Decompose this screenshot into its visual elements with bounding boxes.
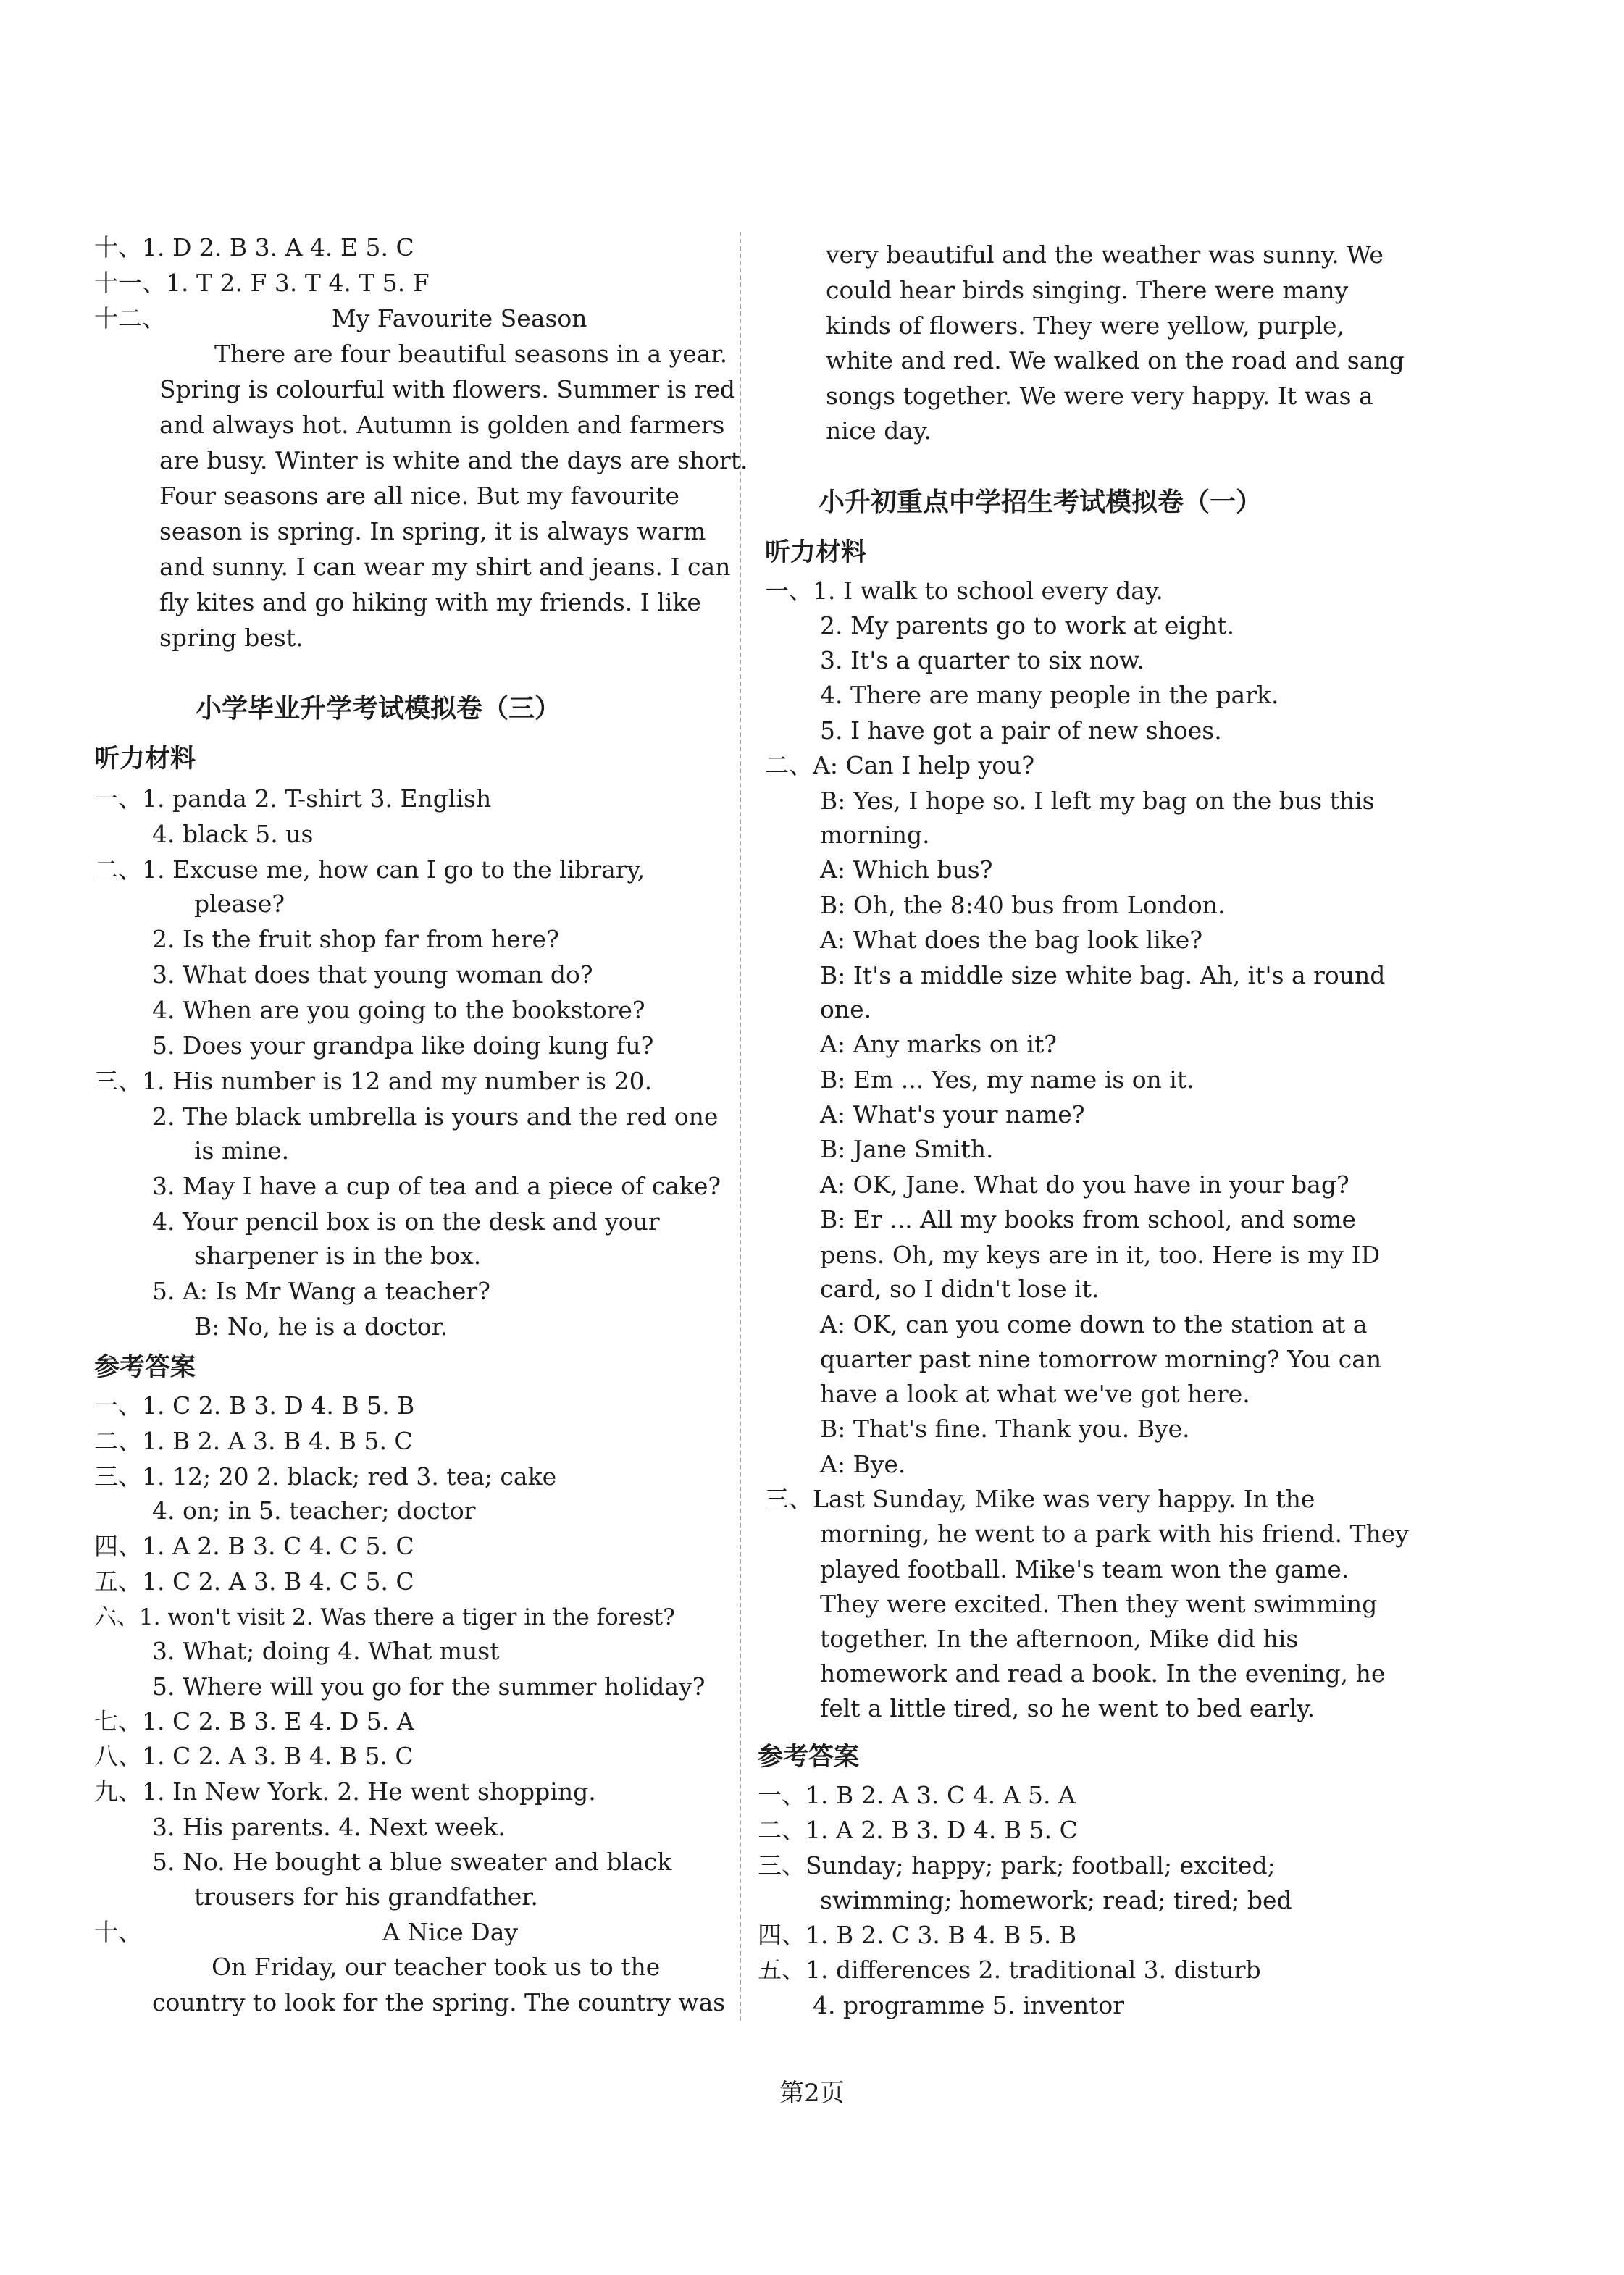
essay-line: are busy. Winter is white and the days are short. — [159, 446, 748, 474]
listening-line: B: Jane Smith. — [820, 1135, 994, 1163]
listening-line: felt a little tired, so he went to bed early. — [820, 1694, 1315, 1722]
listening-line: played football. Mike's team won the game. — [820, 1555, 1349, 1583]
section-title-listening: 听力材料 — [765, 538, 867, 567]
essay-line: Spring is colourful with flowers. Summer is red — [159, 375, 736, 403]
listening-line: 一、1. I walk to school every day. — [765, 577, 1163, 605]
listening-line: A: What does the bag look like? — [820, 926, 1203, 954]
listening-line: B: It's a middle size white bag. Ah, it's a round — [820, 961, 1386, 989]
answer-line: 4. programme 5. inventor — [813, 1991, 1125, 2019]
page-number: 第2页 — [779, 2079, 845, 2108]
essay-line: country to look for the spring. The country was — [152, 1988, 726, 2016]
essay-line: very beautiful and the weather was sunny. We — [826, 240, 1384, 269]
listening-line: have a look at what we've got here. — [820, 1380, 1250, 1408]
listening-line: 三、Last Sunday, Mike was very happy. In the — [765, 1485, 1315, 1513]
answer-line: 3. What; doing 4. What must — [152, 1637, 500, 1665]
listening-line: morning, he went to a park with his friend. They — [820, 1520, 1409, 1548]
listening-line: 2. Is the fruit shop far from here? — [152, 925, 559, 953]
answer-label: 十、 — [94, 1918, 142, 1946]
listening-line: homework and read a book. In the evening, he — [820, 1659, 1386, 1688]
listening-line: pens. Oh, my keys are in it, too. Here is my ID — [820, 1241, 1381, 1269]
answer-line: 二、1. A 2. B 3. D 4. B 5. C — [758, 1816, 1078, 1844]
listening-line: morning. — [820, 821, 930, 849]
listening-line: B: That's fine. Thank you. Bye. — [820, 1415, 1190, 1443]
listening-line: is mine. — [194, 1136, 290, 1165]
listening-line: 2. My parents go to work at eight. — [820, 611, 1235, 640]
test-title: 小升初重点中学招生考试模拟卷（一） — [819, 487, 1263, 517]
section-title-answers: 参考答案 — [94, 1353, 196, 1382]
essay-line: Four seasons are all nice. But my favourite — [159, 482, 680, 510]
listening-line: please? — [194, 889, 285, 918]
answer-line: trousers for his grandfather. — [194, 1882, 538, 1911]
listening-line: A: OK, can you come down to the station at a — [820, 1310, 1368, 1338]
listening-line: 5. I have got a pair of new shoes. — [820, 716, 1222, 745]
essay-line: There are four beautiful seasons in a year. — [214, 340, 728, 368]
answer-line: 三、Sunday; happy; park; football; excited; — [758, 1851, 1276, 1880]
listening-line: 3. It's a quarter to six now. — [820, 646, 1144, 674]
essay-line: kinds of flowers. They were yellow, purple, — [826, 311, 1345, 340]
listening-line: card, so I didn't lose it. — [820, 1275, 1100, 1303]
listening-line: together. In the afternoon, Mike did his — [820, 1625, 1299, 1653]
essay-line: white and red. We walked on the road and sang — [826, 346, 1405, 374]
answer-line: 六、1. won't visit 2. Was there a tiger in the forest? — [94, 1604, 675, 1630]
answer-line: swimming; homework; read; tired; bed — [820, 1886, 1292, 1914]
listening-line: A: Bye. — [820, 1450, 906, 1478]
answer-line: 一、1. B 2. A 3. C 4. A 5. A — [758, 1781, 1076, 1809]
answer-line: 十一、1. T 2. F 3. T 4. T 5. F — [94, 269, 430, 297]
listening-line: B: No, he is a doctor. — [194, 1312, 448, 1341]
answer-line: 四、1. B 2. C 3. B 4. B 5. B — [758, 1921, 1077, 1949]
answer-line: 一、1. C 2. B 3. D 4. B 5. B — [94, 1391, 415, 1420]
listening-line: 一、1. panda 2. T-shirt 3. English — [94, 784, 492, 813]
listening-line: quarter past nine tomorrow morning? You can — [820, 1345, 1382, 1373]
essay-line: and always hot. Autumn is golden and farmers — [159, 411, 725, 439]
essay-title: A Nice Day — [382, 1918, 519, 1946]
section-title-answers: 参考答案 — [758, 1743, 860, 1772]
answer-line: 二、1. B 2. A 3. B 4. B 5. C — [94, 1427, 413, 1455]
listening-line: B: Er ... All my books from school, and some — [820, 1205, 1357, 1233]
listening-line: 二、A: Can I help you? — [765, 751, 1035, 779]
listening-line: 4. There are many people in the park. — [820, 681, 1279, 709]
listening-line: 5. A: Is Mr Wang a teacher? — [152, 1277, 490, 1305]
listening-line: They were excited. Then they went swimming — [820, 1590, 1378, 1618]
essay-line: spring best. — [159, 624, 304, 652]
listening-line: 5. Does your grandpa like doing kung fu? — [152, 1031, 654, 1060]
essay-line: season is spring. In spring, it is always warm — [159, 517, 706, 545]
listening-line: 2. The black umbrella is yours and the red one — [152, 1102, 719, 1131]
answer-label: 十二、 — [94, 304, 166, 332]
test-title: 小学毕业升学考试模拟卷（三） — [196, 694, 561, 724]
column-divider — [740, 232, 741, 2021]
essay-line: songs together. We were very happy. It was a — [826, 382, 1373, 410]
answer-line: 4. on; in 5. teacher; doctor — [152, 1496, 476, 1525]
essay-line: nice day. — [826, 416, 932, 445]
answer-line: 5. Where will you go for the summer holiday? — [152, 1672, 706, 1701]
answer-line: 七、1. C 2. B 3. E 4. D 5. A — [94, 1707, 414, 1735]
answer-line: 十、1. D 2. B 3. A 4. E 5. C — [94, 233, 414, 261]
listening-line: one. — [820, 995, 872, 1023]
essay-line: and sunny. I can wear my shirt and jeans. I can — [159, 553, 731, 581]
listening-line: A: OK, Jane. What do you have in your bag? — [820, 1170, 1349, 1199]
listening-line: 4. Your pencil box is on the desk and your — [152, 1207, 660, 1236]
listening-line: 4. black 5. us — [152, 820, 314, 848]
listening-line: 4. When are you going to the bookstore? — [152, 996, 645, 1024]
listening-line: 二、1. Excuse me, how can I go to the library, — [94, 855, 645, 884]
listening-line: 3. What does that young woman do? — [152, 960, 593, 989]
answer-line: 3. His parents. 4. Next week. — [152, 1813, 506, 1841]
listening-line: A: Which bus? — [820, 855, 993, 884]
essay-line: On Friday, our teacher took us to the — [212, 1953, 661, 1981]
answer-line: 四、1. A 2. B 3. C 4. C 5. C — [94, 1532, 414, 1560]
answer-line: 八、1. C 2. A 3. B 4. B 5. C — [94, 1742, 414, 1770]
answer-line: 九、1. In New York. 2. He went shopping. — [94, 1777, 596, 1806]
essay-title: My Favourite Season — [332, 304, 587, 332]
section-title-listening: 听力材料 — [94, 745, 196, 774]
answer-line: 五、1. differences 2. traditional 3. disturb — [758, 1956, 1261, 1984]
essay-line: fly kites and go hiking with my friends. I like — [159, 588, 701, 616]
listening-line: A: What's your name? — [820, 1100, 1085, 1128]
answer-line: 5. No. He bought a blue sweater and black — [152, 1848, 672, 1876]
listening-line: B: Oh, the 8:40 bus from London. — [820, 891, 1226, 919]
essay-line: could hear birds singing. There were many — [826, 276, 1349, 304]
listening-line: 三、1. His number is 12 and my number is 20. — [94, 1067, 653, 1095]
listening-line: B: Yes, I hope so. I left my bag on the bus this — [820, 787, 1375, 815]
answer-line: 五、1. C 2. A 3. B 4. C 5. C — [94, 1567, 414, 1596]
answer-line: 三、1. 12; 20 2. black; red 3. tea; cake — [94, 1462, 557, 1491]
listening-line: 3. May I have a cup of tea and a piece of cake? — [152, 1172, 721, 1200]
listening-line: A: Any marks on it? — [820, 1030, 1057, 1058]
listening-line: sharpener is in the box. — [194, 1241, 482, 1270]
listening-line: B: Em ... Yes, my name is on it. — [820, 1065, 1194, 1094]
